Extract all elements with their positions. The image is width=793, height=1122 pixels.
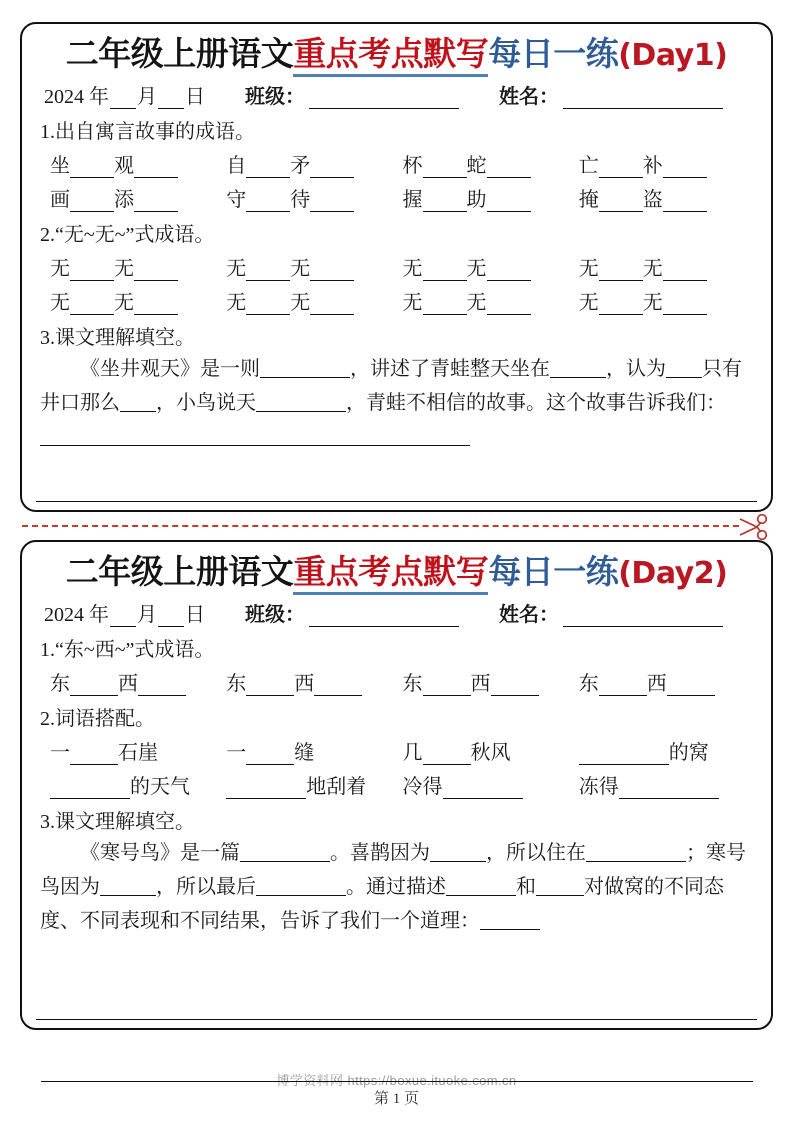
idiom-item (403, 149, 579, 178)
cloze-blank[interactable] (256, 394, 346, 412)
idiom-char-1: 东 (50, 672, 70, 695)
idiom-item (226, 286, 402, 315)
worksheet-title-day2 (38, 556, 755, 592)
idiom-blank-1[interactable] (70, 194, 114, 212)
idiom-char-2: 无 (466, 291, 487, 314)
title-grade-subject: 二年级上册语文 (65, 37, 294, 73)
collocation-item (226, 770, 402, 799)
idiom-item (403, 286, 579, 315)
cut-line (20, 512, 773, 540)
title-daily: 每日一练 (488, 555, 619, 591)
idiom-char-1: 无 (50, 257, 70, 280)
question-2-row-1 (50, 736, 755, 765)
collocation-blank[interactable] (50, 781, 130, 799)
cloze-blank[interactable] (260, 360, 350, 378)
date-day-blank[interactable] (158, 609, 184, 627)
date-month-unit: 月 (137, 603, 157, 626)
idiom-blank-1[interactable] (246, 263, 290, 281)
date-month-unit: 月 (137, 85, 157, 108)
date-year: 2024 年 (44, 603, 109, 626)
cloze-text: ；寒号鸟因为 (40, 841, 746, 899)
idiom-char-2: 无 (642, 257, 663, 280)
idiom-blank-2[interactable] (663, 160, 707, 178)
cloze-text: 《坐井观天》是一则 (80, 357, 260, 380)
idiom-blank-2[interactable] (138, 678, 186, 696)
idiom-item (50, 252, 226, 281)
title-day-tag: (Day2) (618, 556, 728, 591)
idiom-blank-1[interactable] (246, 194, 290, 212)
idiom-char-2: 补 (642, 154, 663, 177)
idiom-blank-2[interactable] (663, 263, 707, 281)
collocation-item (226, 736, 402, 765)
class-field (245, 598, 459, 627)
class-label: 班级： (245, 85, 305, 108)
idiom-blank-2[interactable] (487, 263, 531, 281)
cloze-text: ，青蛙不相信的故事。这个故事告诉我们： (346, 392, 726, 415)
worksheet-title-day1 (38, 38, 755, 74)
idiom-char-2: 西 (118, 672, 138, 695)
idiom-item (403, 183, 579, 212)
idiom-char-1: 守 (226, 188, 247, 211)
cloze-text: 只有井口那么 (40, 357, 742, 415)
cloze-answer-line[interactable] (480, 912, 540, 930)
idiom-blank-1[interactable] (599, 263, 643, 281)
idiom-item (403, 252, 579, 281)
idiom-item (50, 149, 226, 178)
question-2-row-2 (50, 770, 755, 799)
idiom-char-1: 坐 (50, 154, 70, 177)
idiom-item (579, 183, 755, 212)
cloze-blank[interactable] (666, 360, 702, 378)
idiom-blank-1[interactable] (70, 263, 114, 281)
date-day-unit: 日 (185, 85, 205, 108)
idiom-blank-1[interactable] (70, 297, 114, 315)
idiom-blank-2[interactable] (134, 263, 178, 281)
cloze-text: ，小鸟说天 (156, 392, 256, 415)
idiom-item (226, 252, 402, 281)
idiom-blank-1[interactable] (423, 297, 467, 315)
idiom-item (579, 252, 755, 281)
collocation-suffix: 的窝 (668, 741, 709, 764)
worksheet-card-day2 (20, 540, 773, 1030)
idiom-item (226, 667, 402, 696)
collocation-blank[interactable] (70, 747, 118, 765)
idiom-char-1: 握 (402, 188, 423, 211)
class-label: 班级： (245, 603, 305, 626)
question-2-row-2 (50, 286, 755, 315)
idiom-char-1: 无 (226, 257, 247, 280)
question-3-cloze (40, 836, 755, 939)
date-day-blank[interactable] (158, 91, 184, 109)
idiom-blank-2[interactable] (667, 678, 715, 696)
date-month-blank[interactable] (110, 609, 136, 627)
idiom-char-1: 东 (226, 672, 247, 695)
name-input-blank[interactable] (563, 609, 723, 627)
idiom-char-2: 无 (642, 291, 663, 314)
collocation-suffix: 缝 (294, 741, 315, 764)
name-label: 姓名： (499, 85, 559, 108)
class-input-blank[interactable] (309, 91, 459, 109)
title-grade-subject: 二年级上册语文 (65, 555, 294, 591)
cloze-text: ，讲述了青蛙整天坐在 (350, 357, 550, 380)
question-1-row-2 (50, 183, 755, 212)
cloze-text: 和 (516, 876, 536, 899)
cloze-blank[interactable] (100, 878, 156, 896)
cloze-text: ，所以最后 (156, 876, 256, 899)
question-1-row-1 (50, 149, 755, 178)
idiom-item (50, 183, 226, 212)
collocation-blank[interactable] (423, 747, 471, 765)
cloze-blank[interactable] (536, 878, 584, 896)
idiom-item (226, 149, 402, 178)
cloze-blank[interactable] (256, 878, 346, 896)
idiom-blank-1[interactable] (599, 678, 647, 696)
title-daily: 每日一练 (488, 37, 619, 73)
idiom-blank-1[interactable] (423, 678, 471, 696)
idiom-char-1: 东 (578, 672, 599, 695)
idiom-char-1: 无 (50, 291, 70, 314)
idiom-blank-1[interactable] (599, 194, 643, 212)
idiom-blank-2[interactable] (487, 297, 531, 315)
cloze-blank[interactable] (550, 360, 606, 378)
idiom-blank-1[interactable] (599, 297, 643, 315)
collocation-item (579, 770, 755, 799)
idiom-char-1: 画 (50, 188, 70, 211)
collocation-prefix: 一 (226, 741, 247, 764)
idiom-char-2: 矛 (290, 154, 311, 177)
idiom-char-1: 东 (402, 672, 423, 695)
idiom-blank-2[interactable] (314, 678, 362, 696)
question-1-row-1 (50, 667, 755, 696)
page-number: 第 1 页 (373, 1091, 419, 1107)
idiom-blank-1[interactable] (599, 160, 643, 178)
collocation-item (403, 770, 579, 799)
meta-row-day1 (44, 80, 755, 109)
idiom-char-1: 无 (578, 257, 599, 280)
idiom-blank-1[interactable] (423, 263, 467, 281)
idiom-char-2: 蛇 (466, 154, 487, 177)
idiom-blank-2[interactable] (134, 194, 178, 212)
cloze-blank[interactable] (240, 844, 330, 862)
idiom-char-2: 无 (114, 257, 134, 280)
idiom-char-1: 无 (402, 291, 423, 314)
collocation-blank[interactable] (246, 747, 294, 765)
idiom-char-1: 亡 (578, 154, 599, 177)
name-input-blank[interactable] (563, 91, 723, 109)
question-3-heading: 3.课文理解填空。 (40, 326, 195, 349)
idiom-char-2: 西 (646, 672, 667, 695)
idiom-item (579, 286, 755, 315)
worksheet-card-day1 (20, 22, 773, 512)
collocation-item (579, 736, 755, 765)
idiom-blank-2[interactable] (134, 297, 178, 315)
idiom-char-2: 观 (114, 154, 134, 177)
idiom-char-2: 无 (114, 291, 134, 314)
card-bottom-rule (36, 501, 757, 502)
idiom-char-2: 助 (466, 188, 487, 211)
idiom-item (579, 149, 755, 178)
date-month-blank[interactable] (110, 91, 136, 109)
collocation-blank[interactable] (579, 747, 669, 765)
idiom-char-2: 添 (114, 188, 134, 211)
idiom-blank-2[interactable] (134, 160, 178, 178)
collocation-suffix: 秋风 (470, 741, 511, 764)
title-highlight: 重点考点默写 (293, 37, 488, 77)
date-day-unit: 日 (185, 603, 205, 626)
cloze-text: ，所以住在 (486, 841, 586, 864)
idiom-blank-2[interactable] (310, 263, 354, 281)
class-field (245, 80, 459, 109)
idiom-char-2: 无 (466, 257, 487, 280)
site-watermark: 博学资料网 https://boxue.ituoke.com.cn (276, 1073, 517, 1088)
question-2-row-1 (50, 252, 755, 281)
question-1-heading: 1.“东~西~”式成语。 (40, 638, 215, 661)
idiom-blank-2[interactable] (310, 297, 354, 315)
idiom-char-2: 无 (290, 291, 311, 314)
question-1-heading: 1.出自寓言故事的成语。 (40, 120, 255, 143)
question-2-heading: 2.词语搭配。 (40, 707, 155, 730)
name-field (499, 80, 723, 109)
idiom-char-2: 西 (294, 672, 315, 695)
collocation-item (50, 736, 226, 765)
idiom-char-1: 无 (402, 257, 423, 280)
cloze-blank[interactable] (446, 878, 516, 896)
question-3-heading: 3.课文理解填空。 (40, 810, 195, 833)
idiom-char-2: 无 (290, 257, 311, 280)
idiom-blank-1[interactable] (70, 160, 114, 178)
cloze-text: 对做窝的不同态度、不同表现和不同结果，告诉了我们一个道理： (40, 876, 724, 933)
idiom-item (579, 667, 755, 696)
card-bottom-rule (36, 1019, 757, 1020)
collocation-prefix: 冻得 (578, 775, 619, 798)
idiom-item (50, 286, 226, 315)
footer-divider (41, 1081, 753, 1082)
idiom-item (403, 667, 579, 696)
idiom-char-2: 盗 (642, 188, 663, 211)
meta-row-day2 (44, 598, 755, 627)
idiom-blank-2[interactable] (491, 678, 539, 696)
idiom-blank-2[interactable] (487, 160, 531, 178)
idiom-blank-2[interactable] (487, 194, 531, 212)
name-field (499, 598, 723, 627)
class-input-blank[interactable] (309, 609, 459, 627)
name-label: 姓名： (499, 603, 559, 626)
title-highlight: 重点考点默写 (293, 555, 488, 595)
idiom-char-2: 待 (290, 188, 311, 211)
collocation-blank[interactable] (226, 781, 306, 799)
cut-dashed-line (22, 525, 739, 527)
collocation-item (50, 770, 226, 799)
cloze-blank[interactable] (586, 844, 686, 862)
idiom-blank-1[interactable] (246, 678, 294, 696)
collocation-prefix: 冷得 (402, 775, 443, 798)
title-day-tag: (Day1) (618, 38, 728, 73)
idiom-blank-1[interactable] (246, 297, 290, 315)
collocation-prefix: 几 (402, 741, 423, 764)
collocation-item (403, 736, 579, 765)
idiom-char-1: 杯 (402, 154, 423, 177)
idiom-blank-1[interactable] (70, 678, 118, 696)
question-2-heading: 2.“无~无~”式成语。 (40, 223, 215, 246)
cloze-blank[interactable] (120, 394, 156, 412)
idiom-blank-2[interactable] (663, 194, 707, 212)
idiom-char-1: 无 (578, 291, 599, 314)
idiom-char-2: 西 (470, 672, 491, 695)
idiom-blank-1[interactable] (246, 160, 290, 178)
cloze-text: 《寒号鸟》是一篇 (80, 841, 240, 864)
idiom-item (226, 183, 402, 212)
collocation-suffix: 地刮着 (306, 775, 367, 798)
cloze-answer-line[interactable] (40, 428, 470, 446)
collocation-prefix: 一 (50, 741, 70, 764)
question-3-cloze (40, 352, 755, 455)
idiom-blank-1[interactable] (423, 160, 467, 178)
collocation-suffix: 石崖 (118, 741, 158, 764)
cloze-text: 。通过描述 (346, 876, 446, 899)
collocation-blank[interactable] (443, 781, 523, 799)
idiom-blank-2[interactable] (310, 194, 354, 212)
idiom-char-1: 自 (226, 154, 247, 177)
collocation-suffix: 的天气 (130, 775, 190, 798)
idiom-blank-2[interactable] (310, 160, 354, 178)
cloze-text: ，认为 (606, 357, 666, 380)
idiom-char-1: 掩 (578, 188, 599, 211)
idiom-blank-2[interactable] (663, 297, 707, 315)
idiom-blank-1[interactable] (423, 194, 467, 212)
collocation-blank[interactable] (619, 781, 719, 799)
cloze-text: 。喜鹊因为 (330, 841, 430, 864)
scissors-icon (737, 510, 771, 544)
idiom-item (50, 667, 226, 696)
date-year: 2024 年 (44, 85, 109, 108)
cloze-blank[interactable] (430, 844, 486, 862)
idiom-char-1: 无 (226, 291, 247, 314)
page-footer (0, 1070, 793, 1108)
